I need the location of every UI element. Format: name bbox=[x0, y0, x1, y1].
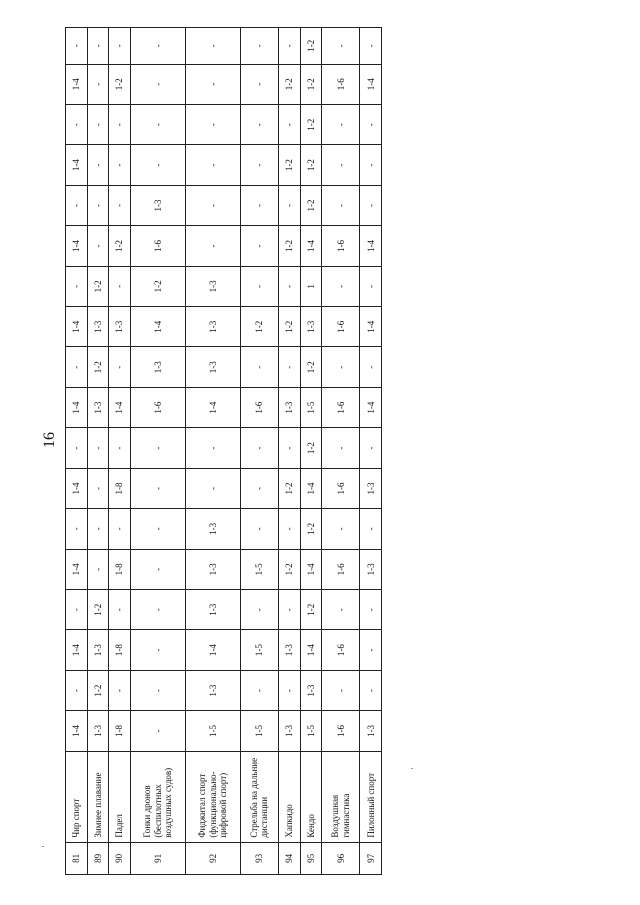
table-cell: - bbox=[87, 549, 109, 589]
sport-name: Чир спорт bbox=[66, 751, 88, 842]
table-cell: 1-6 bbox=[322, 468, 360, 508]
table-cell: 1-3 bbox=[360, 711, 382, 751]
table-cell: - bbox=[109, 266, 131, 306]
table-cell: - bbox=[109, 347, 131, 387]
table-cell: - bbox=[322, 266, 360, 306]
table-cell: - bbox=[322, 509, 360, 549]
table-cell: - bbox=[240, 145, 278, 185]
table-cell: 1-4 bbox=[66, 630, 88, 670]
scan-speck bbox=[411, 768, 413, 769]
table-cell: 1-2 bbox=[109, 226, 131, 266]
table-body bbox=[66, 28, 382, 875]
table-cell: 1-2 bbox=[278, 307, 300, 347]
table-cell: 1-4 bbox=[300, 226, 322, 266]
table-cell: - bbox=[185, 28, 240, 65]
table-cell: 1-4 bbox=[300, 549, 322, 589]
sports-table bbox=[65, 27, 382, 875]
table-cell: - bbox=[109, 185, 131, 225]
sport-name: Хапкидо bbox=[278, 751, 300, 842]
table-cell: 1-3 bbox=[278, 387, 300, 427]
table-cell: - bbox=[322, 104, 360, 144]
table-cell: - bbox=[185, 64, 240, 104]
scan-speck bbox=[42, 846, 44, 847]
table-cell: - bbox=[130, 468, 185, 508]
table-cell: 1-2 bbox=[278, 64, 300, 104]
table-cell: 1-2 bbox=[87, 347, 109, 387]
table-cell: - bbox=[360, 630, 382, 670]
table-cell: - bbox=[87, 226, 109, 266]
table-cell: - bbox=[66, 347, 88, 387]
table-cell: 1-4 bbox=[66, 549, 88, 589]
table-cell: 1-5 bbox=[240, 630, 278, 670]
sport-name: Гонки дронов (беспилотных воздушных судов) bbox=[130, 751, 185, 842]
table-cell: - bbox=[240, 670, 278, 710]
table-cell: 1-2 bbox=[300, 347, 322, 387]
table-cell: 1-6 bbox=[130, 226, 185, 266]
sport-name: Кендо bbox=[300, 751, 322, 842]
table-cell: 1-4 bbox=[66, 307, 88, 347]
table-cell: 1-6 bbox=[322, 549, 360, 589]
table-cell: - bbox=[66, 185, 88, 225]
table-cell: 1-3 bbox=[109, 307, 131, 347]
table-cell: - bbox=[240, 347, 278, 387]
table-cell: - bbox=[87, 28, 109, 65]
table-cell: - bbox=[109, 428, 131, 468]
table-cell: - bbox=[360, 428, 382, 468]
table-cell: 1-2 bbox=[300, 145, 322, 185]
table-cell: 1-3 bbox=[360, 468, 382, 508]
table-cell: - bbox=[87, 509, 109, 549]
table-cell: 1-4 bbox=[300, 468, 322, 508]
table-row bbox=[87, 28, 109, 875]
table-cell: - bbox=[109, 28, 131, 65]
rotated-table-wrapper bbox=[65, 27, 382, 875]
table-cell: 1-4 bbox=[66, 226, 88, 266]
table-cell: - bbox=[240, 428, 278, 468]
table-cell: - bbox=[66, 266, 88, 306]
table-cell: 1-5 bbox=[300, 387, 322, 427]
table-cell: 1-6 bbox=[130, 387, 185, 427]
table-cell: - bbox=[109, 509, 131, 549]
table-cell: - bbox=[109, 104, 131, 144]
table-cell: - bbox=[130, 509, 185, 549]
table-cell: - bbox=[87, 468, 109, 508]
table-cell: 1-6 bbox=[322, 711, 360, 751]
table-cell: - bbox=[278, 266, 300, 306]
table-cell: 1-3 bbox=[360, 549, 382, 589]
table-cell: 1-2 bbox=[300, 104, 322, 144]
table-cell: - bbox=[360, 509, 382, 549]
table-cell: 1-4 bbox=[66, 145, 88, 185]
sport-name: Стрельба на дальние дистанции bbox=[240, 751, 278, 842]
sport-name: Пилонный спорт bbox=[360, 751, 382, 842]
table-cell: 1-6 bbox=[322, 226, 360, 266]
table-cell: - bbox=[240, 468, 278, 508]
table-cell: - bbox=[278, 28, 300, 65]
table-row bbox=[300, 28, 322, 875]
table-cell: - bbox=[360, 347, 382, 387]
table-cell: - bbox=[87, 104, 109, 144]
table-cell: 1-3 bbox=[87, 387, 109, 427]
table-cell: 1-2 bbox=[300, 185, 322, 225]
table-cell: 1-4 bbox=[66, 468, 88, 508]
table-cell: - bbox=[185, 145, 240, 185]
table-row bbox=[109, 28, 131, 875]
table-cell: - bbox=[66, 428, 88, 468]
table-cell: - bbox=[278, 104, 300, 144]
table-cell: 1-4 bbox=[66, 64, 88, 104]
table-cell: 1-8 bbox=[109, 549, 131, 589]
table-cell: - bbox=[185, 226, 240, 266]
row-number: 90 bbox=[109, 842, 131, 874]
table-cell: 1-4 bbox=[300, 630, 322, 670]
table-cell: - bbox=[278, 670, 300, 710]
row-number: 95 bbox=[300, 842, 322, 874]
table-cell: 1-8 bbox=[109, 468, 131, 508]
table-cell: 1-5 bbox=[300, 711, 322, 751]
table-cell: - bbox=[87, 428, 109, 468]
table-cell: - bbox=[322, 145, 360, 185]
table-row bbox=[278, 28, 300, 875]
table-cell: 1-2 bbox=[278, 549, 300, 589]
row-number: 89 bbox=[87, 842, 109, 874]
table-cell: - bbox=[87, 185, 109, 225]
table-cell: 1-2 bbox=[109, 64, 131, 104]
table-cell: - bbox=[240, 590, 278, 630]
sport-name: Зимнее плавание bbox=[87, 751, 109, 842]
row-number: 96 bbox=[322, 842, 360, 874]
table-row bbox=[185, 28, 240, 875]
table-row bbox=[66, 28, 88, 875]
row-number: 91 bbox=[130, 842, 185, 874]
table-cell: - bbox=[109, 670, 131, 710]
table-cell: 1-8 bbox=[109, 630, 131, 670]
table-cell: - bbox=[240, 104, 278, 144]
sport-name: Воздушная гимнастика bbox=[322, 751, 360, 842]
table-cell: 1-3 bbox=[185, 509, 240, 549]
table-cell: 1-2 bbox=[87, 590, 109, 630]
table-cell: 1-4 bbox=[66, 387, 88, 427]
row-number: 81 bbox=[66, 842, 88, 874]
table-cell: 1-3 bbox=[185, 347, 240, 387]
table-cell: - bbox=[322, 670, 360, 710]
table-cell: 1-5 bbox=[240, 549, 278, 589]
table-row bbox=[240, 28, 278, 875]
table-cell: - bbox=[66, 104, 88, 144]
table-cell: - bbox=[360, 266, 382, 306]
table-cell: 1-2 bbox=[278, 145, 300, 185]
table-cell: 1-4 bbox=[66, 711, 88, 751]
table-cell: - bbox=[360, 670, 382, 710]
table-cell: - bbox=[130, 64, 185, 104]
table-cell: 1-6 bbox=[322, 630, 360, 670]
table-cell: - bbox=[240, 64, 278, 104]
table-cell: - bbox=[322, 347, 360, 387]
table-cell: 1-3 bbox=[130, 185, 185, 225]
table-cell: 1-3 bbox=[87, 307, 109, 347]
table-cell: 1-3 bbox=[185, 307, 240, 347]
table-cell: 1-4 bbox=[185, 387, 240, 427]
table-cell: - bbox=[322, 185, 360, 225]
table-cell: - bbox=[240, 509, 278, 549]
table-cell: 1-3 bbox=[87, 630, 109, 670]
table-cell: 1-3 bbox=[300, 307, 322, 347]
row-number: 93 bbox=[240, 842, 278, 874]
table-cell: 1-3 bbox=[278, 711, 300, 751]
row-number: 94 bbox=[278, 842, 300, 874]
table-cell: 1-4 bbox=[360, 64, 382, 104]
table-cell: - bbox=[130, 590, 185, 630]
table-cell: 1-3 bbox=[185, 590, 240, 630]
table-cell: - bbox=[130, 145, 185, 185]
table-cell: - bbox=[278, 509, 300, 549]
table-cell: 1-6 bbox=[322, 387, 360, 427]
table-cell: 1-2 bbox=[87, 670, 109, 710]
table-cell: 1-4 bbox=[360, 307, 382, 347]
table-cell: - bbox=[87, 145, 109, 185]
table-cell: 1-5 bbox=[185, 711, 240, 751]
table-cell: 1-3 bbox=[300, 670, 322, 710]
table-cell: 1-6 bbox=[240, 387, 278, 427]
table-row bbox=[322, 28, 360, 875]
table-cell: 1-2 bbox=[300, 509, 322, 549]
table-cell: - bbox=[66, 509, 88, 549]
table-cell: - bbox=[66, 590, 88, 630]
table-cell: 1-3 bbox=[130, 347, 185, 387]
table-cell: 1-6 bbox=[322, 307, 360, 347]
table-cell: 1-4 bbox=[130, 307, 185, 347]
table-row bbox=[360, 28, 382, 875]
table-cell: - bbox=[130, 630, 185, 670]
table-cell: 1-4 bbox=[360, 226, 382, 266]
sport-name: Фиджитал спорт (функционально-цифровой спорт) bbox=[185, 751, 240, 842]
table-cell: - bbox=[278, 347, 300, 387]
table-cell: - bbox=[130, 428, 185, 468]
table-cell: - bbox=[87, 64, 109, 104]
row-number: 97 bbox=[360, 842, 382, 874]
table-cell: 1-2 bbox=[130, 266, 185, 306]
table-cell: - bbox=[185, 428, 240, 468]
table-cell: - bbox=[240, 226, 278, 266]
sport-name: Падел bbox=[109, 751, 131, 842]
table-cell: 1-6 bbox=[322, 64, 360, 104]
table-cell: - bbox=[278, 428, 300, 468]
table-cell: - bbox=[130, 549, 185, 589]
table-cell: 1-2 bbox=[240, 307, 278, 347]
table-cell: - bbox=[109, 590, 131, 630]
table-cell: - bbox=[360, 145, 382, 185]
table-cell: 1-4 bbox=[109, 387, 131, 427]
row-number: 92 bbox=[185, 842, 240, 874]
table-cell: - bbox=[240, 185, 278, 225]
table-cell: - bbox=[185, 468, 240, 508]
table-cell: 1-4 bbox=[185, 630, 240, 670]
table-cell: 1-2 bbox=[300, 590, 322, 630]
table-cell: - bbox=[185, 185, 240, 225]
table-cell: 1-2 bbox=[300, 28, 322, 65]
table-cell: - bbox=[130, 104, 185, 144]
table-cell: 1-2 bbox=[300, 428, 322, 468]
table-cell: 1-2 bbox=[278, 468, 300, 508]
table-cell: - bbox=[322, 428, 360, 468]
table-cell: - bbox=[240, 28, 278, 65]
table-cell: 1-3 bbox=[185, 670, 240, 710]
table-cell: 1-2 bbox=[300, 64, 322, 104]
table-cell: 1-2 bbox=[278, 226, 300, 266]
table-cell: - bbox=[66, 670, 88, 710]
table-cell: - bbox=[130, 670, 185, 710]
table-cell: - bbox=[278, 590, 300, 630]
table-cell: 1-3 bbox=[278, 630, 300, 670]
table-cell: - bbox=[130, 28, 185, 65]
table-cell: 1 bbox=[300, 266, 322, 306]
table-cell: - bbox=[240, 266, 278, 306]
table-cell: 1-3 bbox=[87, 711, 109, 751]
table-cell: - bbox=[360, 104, 382, 144]
table-cell: - bbox=[130, 711, 185, 751]
table-cell: 1-5 bbox=[240, 711, 278, 751]
table-cell: - bbox=[109, 145, 131, 185]
table-row bbox=[130, 28, 185, 875]
table-cell: 1-3 bbox=[185, 266, 240, 306]
table-cell: - bbox=[360, 185, 382, 225]
table-cell: - bbox=[322, 590, 360, 630]
table-cell: - bbox=[278, 185, 300, 225]
table-cell: 1-8 bbox=[109, 711, 131, 751]
table-cell: - bbox=[360, 28, 382, 65]
table-cell: 1-4 bbox=[360, 387, 382, 427]
table-cell: - bbox=[185, 104, 240, 144]
table-cell: - bbox=[360, 590, 382, 630]
table-cell: 1-3 bbox=[185, 549, 240, 589]
table-cell: - bbox=[66, 28, 88, 65]
table-cell: - bbox=[322, 28, 360, 65]
page-number: 16 bbox=[41, 432, 58, 448]
table-cell: 1-2 bbox=[87, 266, 109, 306]
